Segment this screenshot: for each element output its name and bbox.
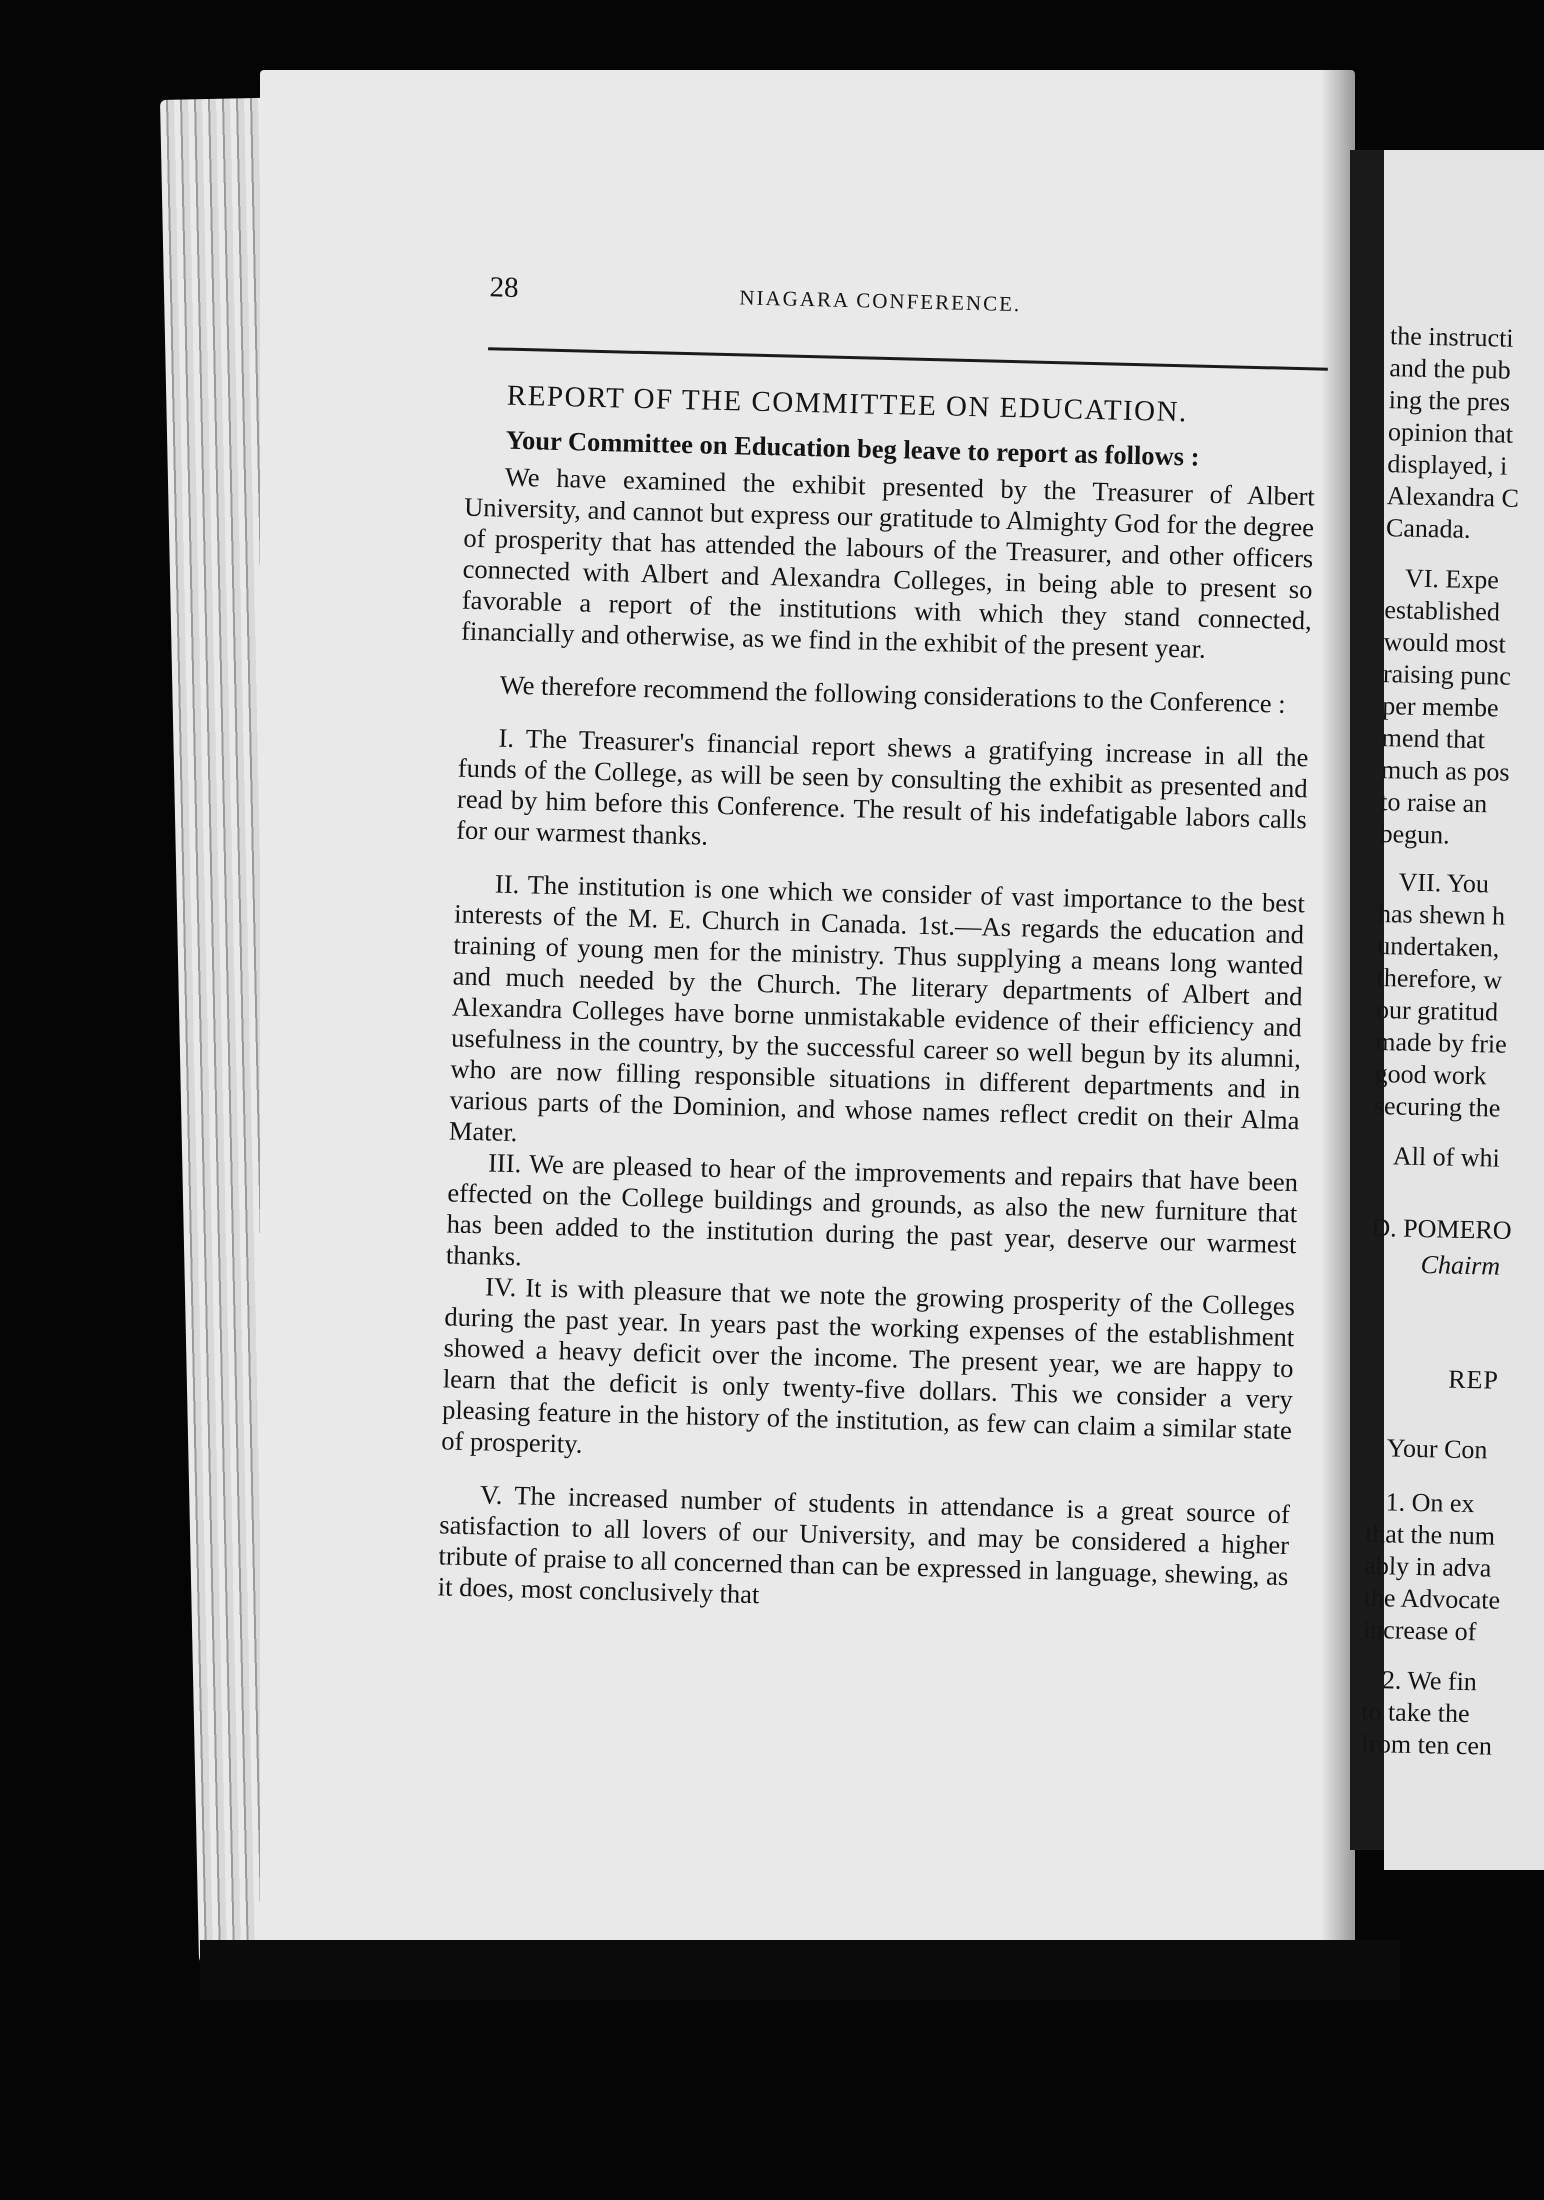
- right-line: 2. We fin: [1381, 1665, 1478, 1697]
- report-body: [407, 423, 1316, 1623]
- right-line: mend that: [1381, 723, 1486, 755]
- scan-bottom-shadow: [200, 1940, 1400, 2000]
- right-line: opinion that: [1387, 417, 1514, 449]
- right-line: increase of: [1362, 1614, 1477, 1647]
- right-line: made by frie: [1375, 1027, 1507, 1059]
- paragraph: IV. It is with pleasure that we note the growing prosperity of the Colleges during the past year. In years past the working expenses of the establishment showed a heavy deficit over the income. The present year, we are happy to learn that the deficit is only twenty-five dollars. This we consider a very pleasing feature in the history of the institution, as few can claim a similar state of prosperity.: [441, 1271, 1296, 1459]
- right-line: per membe: [1382, 691, 1499, 723]
- paragraph: V. The increased number of students in attendance is a great source of satisfaction to all lovers of our University, and may be considered a higher tribute of praise to all concerned than can be expressed in language, shewing, as it does, most conclusively that: [437, 1479, 1291, 1610]
- right-line: displayed, i: [1387, 449, 1508, 481]
- right-line: ably in adva: [1364, 1550, 1492, 1583]
- intro-paragraph: Your Committee on Education beg leave to report as follows :: [505, 424, 1200, 472]
- right-line: therefore, w: [1376, 963, 1503, 995]
- right-line: to take the: [1360, 1696, 1470, 1729]
- paragraph: II. The institution is one which we consider of vast importance to the best interests of the M. E. Church in Canada. 1st.—As regards the education and training of young men for the ministry. Thus supplying a means long wanted and much needed by the Church. The literary departments of Albert and Alexandra Colleges have borne unmistakable evidence of their efficiency and usefulness in the country, by the successful career so well begun by its alumni, who are now filling responsible situations in different departments and in various parts of the Dominion, and whose names reflect credit on their Alma Mater.: [448, 868, 1306, 1148]
- right-line: VII. You: [1398, 867, 1490, 899]
- paragraph: We have examined the exhibit presented by the Treasurer of Albert University, and cannot but express our gratitude to Almighty God for the degree of prosperity that has attended the labours of the Treasurer, and other officers connected with Albert and Alexandra Colleges, in being able to present so favorable a report of the institutions with which they stand connected, financially and otherwise, as we find in the exhibit of the present year.: [460, 461, 1316, 664]
- right-line: to raise an: [1380, 787, 1488, 819]
- right-line: established: [1384, 595, 1501, 627]
- right-line: the instructi: [1389, 321, 1514, 353]
- right-line: and the pub: [1389, 353, 1512, 385]
- paragraph: III. We are pleased to hear of the improvements and repairs that have been effected on the College buildings and grounds, as also the new furniture that has been added to the institution during the past year, deserve our warmest thanks.: [445, 1147, 1299, 1272]
- right-line: that the num: [1364, 1518, 1496, 1551]
- right-line: undertaken,: [1377, 931, 1500, 963]
- right-line: REP: [1447, 1364, 1500, 1395]
- right-line: All of whi: [1392, 1141, 1501, 1173]
- right-line: has shewn h: [1377, 899, 1506, 931]
- page-number: 28: [489, 271, 519, 304]
- right-line: raising punc: [1382, 659, 1512, 691]
- right-line: Canada.: [1385, 513, 1471, 544]
- right-line: 1. On ex: [1385, 1487, 1475, 1519]
- right-line: Alexandra C: [1386, 481, 1520, 513]
- right-line: Chairm: [1420, 1250, 1501, 1281]
- right-line: securing the: [1373, 1091, 1501, 1123]
- right-line: begun.: [1379, 819, 1451, 850]
- left-page-text: [407, 270, 1319, 1623]
- right-line: D. POMERO: [1371, 1212, 1512, 1245]
- report-title: REPORT OF THE COMMITTEE ON EDUCATION.: [506, 379, 1189, 429]
- header-rule: [488, 347, 1328, 371]
- right-line: good work: [1374, 1059, 1487, 1091]
- right-line: Your Con: [1386, 1433, 1488, 1465]
- paragraph: I. The Treasurer's financial report shews a gratifying increase in all the funds of the College, as will be seen by consulting the exhibit as presented and read by him before this Conference. The result of his indefatigable labors calls for our warmest thanks.: [455, 722, 1309, 851]
- right-line: from ten cen: [1360, 1728, 1493, 1761]
- right-line: much as pos: [1380, 755, 1510, 787]
- right-line: our gratitud: [1375, 995, 1499, 1027]
- right-line: would most: [1383, 627, 1507, 659]
- right-line: VI. Expe: [1404, 563, 1500, 595]
- right-page: [1360, 150, 1544, 1870]
- paragraph: We therefore recommend the following considerations to the Conference :: [499, 669, 1286, 719]
- running-head-title: NIAGARA CONFERENCE.: [739, 285, 1022, 317]
- right-line: ing the pres: [1388, 385, 1511, 417]
- right-line: the Advocate: [1363, 1582, 1501, 1615]
